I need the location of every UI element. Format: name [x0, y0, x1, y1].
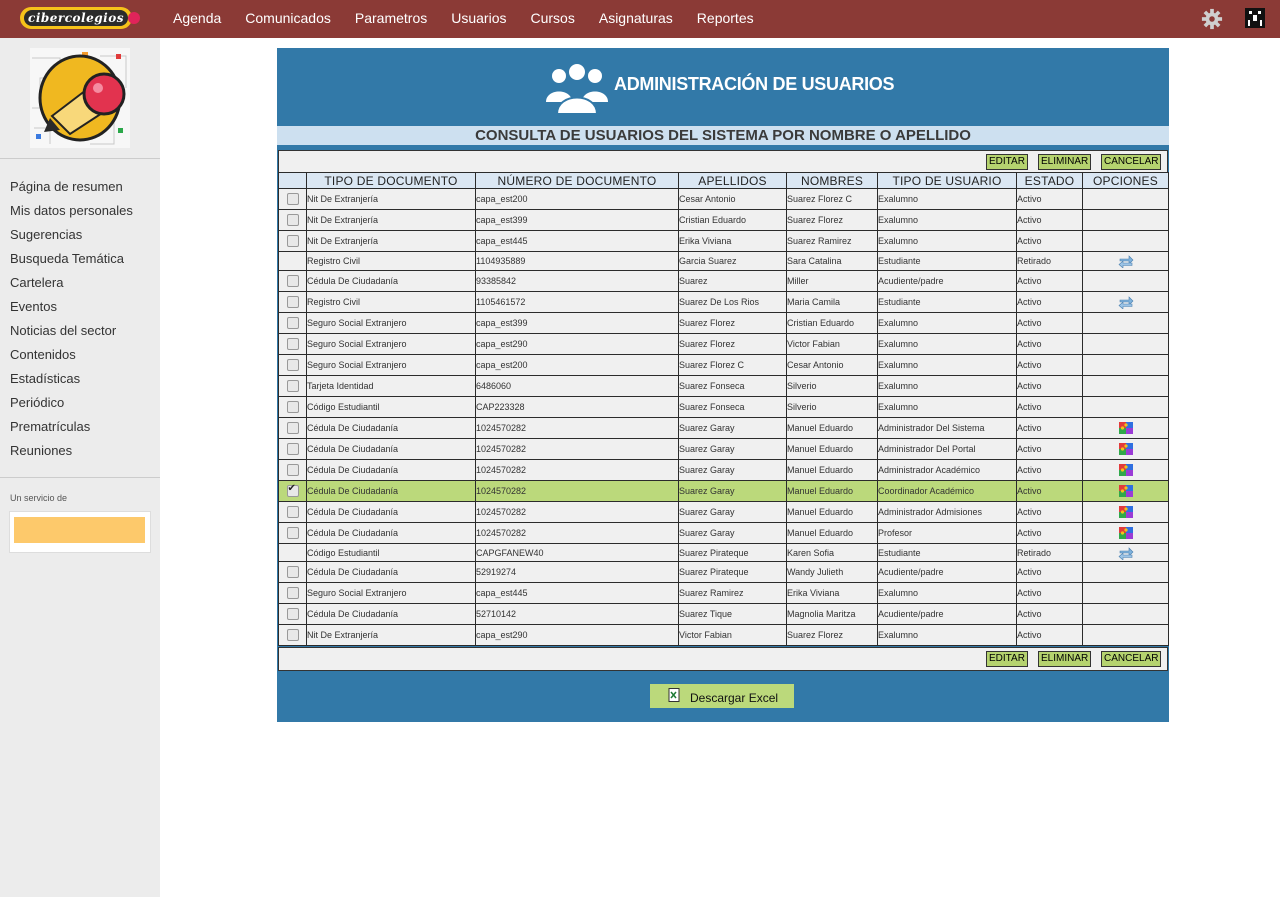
table-cell: Exalumno — [878, 583, 1017, 604]
options-cell — [1083, 562, 1169, 583]
table-row[interactable] — [279, 376, 1169, 397]
table-row[interactable] — [279, 397, 1169, 418]
table-cell: Suarez Garay — [679, 439, 787, 460]
table-cell: Suarez Fonseca — [679, 397, 787, 418]
row-select-cell — [279, 562, 307, 583]
table-cell: Cristian Eduardo — [679, 210, 787, 231]
table-cell: Cédula De Ciudadanía — [307, 604, 476, 625]
table-cell: Magnolia Maritza — [787, 604, 878, 625]
column-header: NOMBRES — [787, 173, 878, 189]
table-cell: CAP223328 — [476, 397, 679, 418]
row-checkbox[interactable] — [287, 527, 299, 539]
sidebar-item-noticias-del-sector[interactable]: Noticias del sector — [10, 323, 117, 338]
delete-button-bottom[interactable]: ELIMINAR — [1038, 651, 1091, 667]
table-cell: Registro Civil — [307, 292, 476, 313]
table-cell: Estudiante — [878, 252, 1017, 271]
table-cell: Nit De Extranjería — [307, 189, 476, 210]
table-cell: Manuel Eduardo — [787, 460, 878, 481]
options-cell — [1083, 271, 1169, 292]
table-cell: Código Estudiantil — [307, 397, 476, 418]
sidebar-item-estadisticas[interactable]: Estadísticas — [10, 371, 81, 386]
row-select-cell — [279, 271, 307, 292]
table-row[interactable] — [279, 460, 1169, 481]
table-cell: Suarez Garay — [679, 481, 787, 502]
servicio-label: Un servicio de — [10, 493, 68, 503]
sidebar-item-sugerencias[interactable]: Sugerencias — [10, 227, 83, 242]
users-admin-panel — [277, 48, 1169, 722]
table-cell: Activo — [1017, 583, 1083, 604]
sidebar-item-mis-datos-personales[interactable]: Mis datos personales — [10, 203, 133, 218]
table-cell: Cédula De Ciudadanía — [307, 523, 476, 544]
table-cell: Suarez Pirateque — [679, 562, 787, 583]
users-table — [278, 172, 1169, 646]
table-cell: Nit De Extranjería — [307, 231, 476, 252]
table-cell: capa_est445 — [476, 583, 679, 604]
table-cell: Exalumno — [878, 355, 1017, 376]
table-cell: capa_est399 — [476, 210, 679, 231]
nav-asignaturas[interactable]: Asignaturas — [598, 10, 673, 26]
table-cell: Activo — [1017, 460, 1083, 481]
school-logo — [30, 48, 130, 148]
table-cell: Exalumno — [878, 189, 1017, 210]
page-subtitle: CONSULTA DE USUARIOS DEL SISTEMA POR NOMBRE O APELLIDO — [277, 126, 1169, 145]
table-cell: Cristian Eduardo — [787, 313, 878, 334]
options-cell — [1083, 625, 1169, 646]
row-select-cell — [279, 231, 307, 252]
options-cell — [1083, 376, 1169, 397]
options-cell — [1083, 355, 1169, 376]
row-select-cell — [279, 502, 307, 523]
table-cell: Suarez Garay — [679, 460, 787, 481]
row-select-cell — [279, 334, 307, 355]
table-cell: Retirado — [1017, 252, 1083, 271]
table-cell: Suarez De Los Rios — [679, 292, 787, 313]
delete-button[interactable]: ELIMINAR — [1038, 154, 1091, 170]
column-header: NÚMERO DE DOCUMENTO — [476, 173, 679, 189]
table-cell: Activo — [1017, 523, 1083, 544]
table-cell: 1024570282 — [476, 418, 679, 439]
table-row[interactable] — [279, 271, 1169, 292]
puzzle-icon[interactable] — [1118, 463, 1134, 477]
row-checkbox[interactable] — [287, 587, 299, 599]
table-cell: Victor Fabian — [679, 625, 787, 646]
table-row[interactable] — [279, 544, 1169, 562]
row-checkbox[interactable] — [287, 566, 299, 578]
options-cell — [1083, 523, 1169, 544]
row-select-cell — [279, 292, 307, 313]
top-navbar — [0, 0, 1280, 38]
row-select-cell — [279, 523, 307, 544]
column-header — [279, 173, 307, 189]
options-cell — [1083, 604, 1169, 625]
table-cell: Código Estudiantil — [307, 544, 476, 562]
table-cell: Silverio — [787, 376, 878, 397]
row-checkbox[interactable] — [287, 235, 299, 247]
table-cell: Suarez Florez — [679, 313, 787, 334]
table-cell: Manuel Eduardo — [787, 481, 878, 502]
table-cell: Exalumno — [878, 376, 1017, 397]
main-nav — [161, 0, 766, 38]
table-cell: Seguro Social Extranjero — [307, 583, 476, 604]
table-cell: 1024570282 — [476, 502, 679, 523]
cancel-button-bottom[interactable]: CANCELAR — [1101, 651, 1161, 667]
table-cell: Suarez Florez — [787, 210, 878, 231]
table-row[interactable] — [279, 625, 1169, 646]
options-cell — [1083, 460, 1169, 481]
sidebar-item-periodico[interactable]: Periódico — [10, 395, 65, 410]
table-cell: Erika Viviana — [679, 231, 787, 252]
table-cell: Seguro Social Extranjero — [307, 313, 476, 334]
sidebar-divider — [0, 477, 160, 478]
puzzle-icon[interactable] — [1118, 442, 1134, 456]
table-cell: Karen Sofia — [787, 544, 878, 562]
table-cell: Activo — [1017, 604, 1083, 625]
transfer-icon[interactable] — [1118, 546, 1134, 560]
row-checkbox[interactable] — [287, 485, 299, 497]
table-cell: Victor Fabian — [787, 334, 878, 355]
options-cell — [1083, 544, 1169, 562]
row-select-cell — [279, 439, 307, 460]
transfer-icon[interactable] — [1118, 254, 1134, 268]
cibercolegios-logo[interactable] — [20, 7, 140, 29]
row-checkbox[interactable] — [287, 338, 299, 350]
column-header: OPCIONES — [1083, 173, 1169, 189]
column-header: TIPO DE USUARIO — [878, 173, 1017, 189]
sidebar-divider — [0, 158, 160, 159]
table-cell: Profesor — [878, 523, 1017, 544]
nav-reportes[interactable]: Reportes — [696, 10, 754, 26]
table-cell: 1024570282 — [476, 481, 679, 502]
nav-agenda[interactable]: Agenda — [173, 10, 222, 26]
table-cell: Tarjeta Identidad — [307, 376, 476, 397]
excel-icon — [668, 688, 680, 702]
table-cell: Suarez Florez — [787, 625, 878, 646]
table-toolbar-top — [278, 150, 1168, 174]
table-cell: Suarez Fonseca — [679, 376, 787, 397]
row-checkbox[interactable] — [287, 422, 299, 434]
row-select-cell — [279, 252, 307, 271]
table-cell: capa_est200 — [476, 189, 679, 210]
edit-button-bottom[interactable]: EDITAR — [986, 651, 1028, 667]
table-cell: Cédula De Ciudadanía — [307, 460, 476, 481]
table-header-row — [279, 173, 1169, 189]
table-cell: Sara Catalina — [787, 252, 878, 271]
table-cell: 1024570282 — [476, 460, 679, 481]
table-row[interactable] — [279, 355, 1169, 376]
sidebar-item-reuniones[interactable]: Reuniones — [10, 443, 73, 458]
table-cell: Suarez Ramirez — [787, 231, 878, 252]
options-cell — [1083, 334, 1169, 355]
user-avatar[interactable] — [1245, 8, 1265, 28]
table-cell: Estudiante — [878, 544, 1017, 562]
row-select-cell — [279, 604, 307, 625]
table-cell: Exalumno — [878, 397, 1017, 418]
table-row[interactable] — [279, 334, 1169, 355]
row-checkbox[interactable] — [287, 296, 299, 308]
table-cell: Cesar Antonio — [787, 355, 878, 376]
options-cell — [1083, 439, 1169, 460]
sponsor-banner[interactable] — [9, 511, 151, 553]
table-cell: capa_est290 — [476, 625, 679, 646]
puzzle-icon[interactable] — [1118, 421, 1134, 435]
table-cell: 1024570282 — [476, 523, 679, 544]
row-checkbox[interactable] — [287, 608, 299, 620]
column-header: APELLIDOS — [679, 173, 787, 189]
table-cell: CAPGFANEW40 — [476, 544, 679, 562]
options-cell — [1083, 189, 1169, 210]
table-cell: Estudiante — [878, 292, 1017, 313]
row-select-cell — [279, 544, 307, 562]
options-cell — [1083, 252, 1169, 271]
table-row[interactable] — [279, 292, 1169, 313]
sidebar-item-busqueda-tematica[interactable]: Busqueda Temática — [10, 251, 124, 266]
row-select-cell — [279, 210, 307, 231]
table-cell: Cédula De Ciudadanía — [307, 481, 476, 502]
column-header: TIPO DE DOCUMENTO — [307, 173, 476, 189]
table-cell: Manuel Eduardo — [787, 502, 878, 523]
table-cell: Activo — [1017, 231, 1083, 252]
options-cell — [1083, 583, 1169, 604]
table-row[interactable] — [279, 583, 1169, 604]
options-cell — [1083, 418, 1169, 439]
row-select-cell — [279, 313, 307, 334]
table-cell: Administrador Del Portal — [878, 439, 1017, 460]
table-cell: capa_est445 — [476, 231, 679, 252]
puzzle-icon[interactable] — [1118, 505, 1134, 519]
table-cell: Activo — [1017, 271, 1083, 292]
table-row[interactable] — [279, 231, 1169, 252]
options-cell — [1083, 502, 1169, 523]
table-row[interactable] — [279, 604, 1169, 625]
table-cell: Seguro Social Extranjero — [307, 355, 476, 376]
table-cell: Seguro Social Extranjero — [307, 334, 476, 355]
table-cell: Maria Camila — [787, 292, 878, 313]
sidebar-item-pagina-de-resumen[interactable]: Página de resumen — [10, 179, 123, 194]
row-checkbox[interactable] — [287, 275, 299, 287]
table-cell: Exalumno — [878, 313, 1017, 334]
row-checkbox[interactable] — [287, 443, 299, 455]
table-cell: Cédula De Ciudadanía — [307, 271, 476, 292]
table-cell: Suarez Garay — [679, 418, 787, 439]
table-cell: Cédula De Ciudadanía — [307, 439, 476, 460]
sidebar-item-eventos[interactable]: Eventos — [10, 299, 57, 314]
table-cell: Exalumno — [878, 210, 1017, 231]
sidebar — [0, 38, 160, 897]
table-row[interactable] — [279, 523, 1169, 544]
table-cell: Activo — [1017, 355, 1083, 376]
table-cell: Exalumno — [878, 231, 1017, 252]
table-cell: 52710142 — [476, 604, 679, 625]
table-cell: Suarez Tique — [679, 604, 787, 625]
table-cell: Acudiente/padre — [878, 271, 1017, 292]
table-cell: Exalumno — [878, 625, 1017, 646]
sidebar-item-cartelera[interactable]: Cartelera — [10, 275, 64, 290]
table-cell: Suarez Florez C — [679, 355, 787, 376]
table-cell: Activo — [1017, 376, 1083, 397]
nav-cursos[interactable]: Cursos — [530, 10, 575, 26]
row-select-cell — [279, 397, 307, 418]
table-cell: Suarez Florez — [679, 334, 787, 355]
table-row[interactable] — [279, 313, 1169, 334]
options-cell — [1083, 481, 1169, 502]
row-select-cell — [279, 481, 307, 502]
table-cell: Nit De Extranjería — [307, 625, 476, 646]
row-select-cell — [279, 625, 307, 646]
table-cell: Erika Viviana — [787, 583, 878, 604]
page-title: ADMINISTRACIÓN DE USUARIOS — [614, 74, 895, 94]
table-cell: Administrador Académico — [878, 460, 1017, 481]
table-cell: Activo — [1017, 502, 1083, 523]
table-cell: Cédula De Ciudadanía — [307, 502, 476, 523]
table-cell: capa_est399 — [476, 313, 679, 334]
table-row[interactable] — [279, 252, 1169, 271]
row-checkbox[interactable] — [287, 193, 299, 205]
table-row[interactable] — [279, 210, 1169, 231]
puzzle-icon[interactable] — [1118, 484, 1134, 498]
cancel-button[interactable]: CANCELAR — [1101, 154, 1161, 170]
nav-comunicados[interactable]: Comunicados — [245, 10, 331, 26]
logo-text: cibercolegios — [28, 11, 124, 25]
table-cell: Nit De Extranjería — [307, 210, 476, 231]
table-cell: 93385842 — [476, 271, 679, 292]
row-select-cell — [279, 460, 307, 481]
users-group-icon — [545, 58, 609, 116]
table-cell: Suarez Garay — [679, 523, 787, 544]
table-row[interactable] — [279, 189, 1169, 210]
table-cell: Cesar Antonio — [679, 189, 787, 210]
table-cell: Activo — [1017, 210, 1083, 231]
row-select-cell — [279, 355, 307, 376]
table-cell: capa_est200 — [476, 355, 679, 376]
table-cell: Registro Civil — [307, 252, 476, 271]
table-cell: Suarez Florez C — [787, 189, 878, 210]
table-cell: Activo — [1017, 481, 1083, 502]
table-cell: Administrador Admisiones — [878, 502, 1017, 523]
download-excel-button[interactable] — [650, 684, 794, 708]
row-checkbox[interactable] — [287, 506, 299, 518]
row-select-cell — [279, 583, 307, 604]
sidebar-item-contenidos[interactable]: Contenidos — [10, 347, 76, 362]
table-cell: Suarez Pirateque — [679, 544, 787, 562]
table-cell: Silverio — [787, 397, 878, 418]
table-cell: Manuel Eduardo — [787, 439, 878, 460]
table-cell: 1105461572 — [476, 292, 679, 313]
row-select-cell — [279, 189, 307, 210]
options-cell — [1083, 292, 1169, 313]
table-cell: Miller — [787, 271, 878, 292]
row-checkbox[interactable] — [287, 214, 299, 226]
table-row[interactable] — [279, 562, 1169, 583]
table-cell: 1104935889 — [476, 252, 679, 271]
table-toolbar-bottom — [278, 647, 1168, 671]
table-cell: Activo — [1017, 418, 1083, 439]
transfer-icon[interactable] — [1118, 295, 1134, 309]
table-cell: capa_est290 — [476, 334, 679, 355]
table-cell: Manuel Eduardo — [787, 523, 878, 544]
puzzle-icon[interactable] — [1118, 526, 1134, 540]
table-row[interactable] — [279, 481, 1169, 502]
table-cell: Administrador Del Sistema — [878, 418, 1017, 439]
options-cell — [1083, 313, 1169, 334]
row-checkbox[interactable] — [287, 380, 299, 392]
table-cell: Acudiente/padre — [878, 604, 1017, 625]
table-cell: Garcia Suarez — [679, 252, 787, 271]
table-cell: Activo — [1017, 439, 1083, 460]
table-cell: Wandy Julieth — [787, 562, 878, 583]
table-cell: Activo — [1017, 334, 1083, 355]
nav-usuarios[interactable]: Usuarios — [451, 10, 507, 26]
column-header: ESTADO — [1017, 173, 1083, 189]
table-cell: Suarez Garay — [679, 502, 787, 523]
table-cell: 52919274 — [476, 562, 679, 583]
table-row[interactable] — [279, 418, 1169, 439]
row-checkbox[interactable] — [287, 359, 299, 371]
table-cell: Activo — [1017, 562, 1083, 583]
table-cell: Manuel Eduardo — [787, 418, 878, 439]
table-cell: Suarez — [679, 271, 787, 292]
table-cell: Activo — [1017, 397, 1083, 418]
table-cell: Activo — [1017, 292, 1083, 313]
gear-icon[interactable] — [1201, 8, 1223, 30]
table-cell: Exalumno — [878, 334, 1017, 355]
table-cell: 1024570282 — [476, 439, 679, 460]
row-checkbox[interactable] — [287, 464, 299, 476]
nav-parametros[interactable]: Parametros — [354, 10, 428, 26]
row-select-cell — [279, 418, 307, 439]
download-excel-label: Descargar Excel — [690, 691, 779, 705]
options-cell — [1083, 231, 1169, 252]
row-checkbox[interactable] — [287, 629, 299, 641]
options-cell — [1083, 210, 1169, 231]
row-checkbox[interactable] — [287, 317, 299, 329]
table-cell: Activo — [1017, 189, 1083, 210]
table-cell: Suarez Ramirez — [679, 583, 787, 604]
sidebar-item-prematriculas[interactable]: Prematrículas — [10, 419, 91, 434]
table-cell: Activo — [1017, 625, 1083, 646]
table-cell: Acudiente/padre — [878, 562, 1017, 583]
table-cell: Activo — [1017, 313, 1083, 334]
table-row[interactable] — [279, 502, 1169, 523]
table-cell: Coordinador Académico — [878, 481, 1017, 502]
row-select-cell — [279, 376, 307, 397]
edit-button[interactable]: EDITAR — [986, 154, 1028, 170]
options-cell — [1083, 397, 1169, 418]
table-cell: Retirado — [1017, 544, 1083, 562]
table-row[interactable] — [279, 439, 1169, 460]
table-cell: Cédula De Ciudadanía — [307, 562, 476, 583]
row-checkbox[interactable] — [287, 401, 299, 413]
sidebar-menu — [10, 175, 133, 463]
table-cell: Cédula De Ciudadanía — [307, 418, 476, 439]
table-cell: 6486060 — [476, 376, 679, 397]
